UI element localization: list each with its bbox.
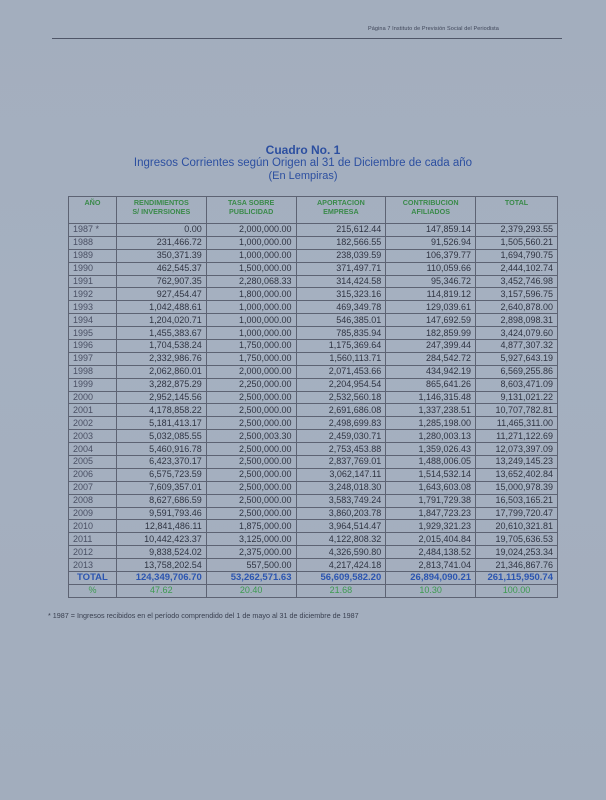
row-label-cell: 2006: [69, 468, 117, 481]
running-header: Página 7 Instituto de Previsión Social del Periodista: [368, 26, 499, 32]
value-cell-employer-contribution: 3,964,514.47: [296, 520, 386, 533]
value-cell-advertising-fee: 2,500,000.00: [206, 494, 296, 507]
value-cell-employer-contribution: 546,385.01: [296, 314, 386, 327]
row-label-cell: 2008: [69, 494, 117, 507]
row-label-cell: 2004: [69, 443, 117, 456]
value-cell-member-contribution: 1,285,198.00: [386, 417, 476, 430]
table-row: [69, 224, 558, 237]
value-cell-advertising-fee: 1,000,000.00: [206, 249, 296, 262]
row-label-cell: 2012: [69, 546, 117, 559]
row-label-cell: 2013: [69, 559, 117, 572]
value-cell-advertising-fee: 1,800,000.00: [206, 288, 296, 301]
value-cell-member-contribution: 1,359,026.43: [386, 443, 476, 456]
value-cell-member-contribution: 247,399.44: [386, 340, 476, 353]
value-cell-investment-returns: 4,178,858.22: [116, 404, 206, 417]
value-cell-investment-returns: 5,460,916.78: [116, 443, 206, 456]
value-cell-total: 2,640,878.00: [476, 301, 558, 314]
value-cell-advertising-fee: 1,500,000.00: [206, 262, 296, 275]
value-cell-employer-contribution: 238,039.59: [296, 249, 386, 262]
row-label-cell: 2009: [69, 507, 117, 520]
value-cell-investment-returns: 5,181,413.17: [116, 417, 206, 430]
value-cell-advertising-fee: 2,000,000.00: [206, 224, 296, 237]
value-cell-member-contribution: 2,484,138.52: [386, 546, 476, 559]
value-cell-total: 8,603,471.09: [476, 378, 558, 391]
value-cell-total: 3,452,746.98: [476, 275, 558, 288]
table-row: [69, 352, 558, 365]
column-header-line2: AFILIADOS: [411, 206, 451, 216]
value-cell-advertising-fee: 1,000,000.00: [206, 236, 296, 249]
table-row: [69, 236, 558, 249]
column-header-line2: EMPRESA: [323, 206, 359, 216]
value-cell-advertising-fee: 1,750,000.00: [206, 340, 296, 353]
value-cell-advertising-fee: 3,125,000.00: [206, 533, 296, 546]
value-cell-advertising-fee: 2,500,000.00: [206, 507, 296, 520]
value-cell-total: 9,131,021.22: [476, 391, 558, 404]
value-cell-advertising-fee: 1,000,000.00: [206, 314, 296, 327]
column-header-employer-contribution: [296, 197, 386, 224]
value-cell-employer-contribution: 2,071,453.66: [296, 365, 386, 378]
column-header-line2: S/ INVERSIONES: [132, 206, 191, 216]
value-cell-advertising-fee: 1,875,000.00: [206, 520, 296, 533]
column-header-total: [476, 197, 558, 224]
value-cell-employer-contribution: 3,860,203.78: [296, 507, 386, 520]
value-cell-member-contribution: 110,059.66: [386, 262, 476, 275]
value-cell-investment-returns: 2,332,986.76: [116, 352, 206, 365]
header-rule: [52, 38, 562, 39]
value-cell-investment-returns: 47.62: [116, 584, 206, 597]
value-cell-employer-contribution: 4,122,808.32: [296, 533, 386, 546]
table-row: [69, 314, 558, 327]
value-cell-investment-returns: 2,952,145.56: [116, 391, 206, 404]
value-cell-investment-returns: 1,042,488.61: [116, 301, 206, 314]
row-label-cell: 2003: [69, 430, 117, 443]
value-cell-advertising-fee: 53,262,571.63: [206, 572, 296, 585]
value-cell-investment-returns: 13,758,202.54: [116, 559, 206, 572]
row-label-cell: 2001: [69, 404, 117, 417]
column-header-line1: CONTRIBUCION: [402, 198, 459, 207]
table-row: [69, 559, 558, 572]
table-row: [69, 507, 558, 520]
row-label-cell: 1998: [69, 365, 117, 378]
row-label-cell: 2007: [69, 481, 117, 494]
value-cell-investment-returns: 927,454.47: [116, 288, 206, 301]
value-cell-member-contribution: 10.30: [386, 584, 476, 597]
value-cell-employer-contribution: 2,204,954.54: [296, 378, 386, 391]
value-cell-employer-contribution: 371,497.71: [296, 262, 386, 275]
value-cell-total: 11,465,311.00: [476, 417, 558, 430]
column-header-line1: AÑO: [84, 198, 101, 207]
row-label-cell: %: [69, 584, 117, 597]
column-header-line1: TASA SOBRE: [227, 198, 275, 207]
value-cell-total: 2,444,102.74: [476, 262, 558, 275]
row-label-cell: TOTAL: [69, 572, 117, 585]
table-subtitle-currency: (En Lempiras): [268, 170, 338, 182]
value-cell-employer-contribution: 3,583,749.24: [296, 494, 386, 507]
column-header-line2: PUBLICIDAD: [228, 206, 274, 216]
total-row: [69, 572, 558, 585]
column-header-line1: TOTAL: [504, 198, 529, 207]
row-label-cell: 1992: [69, 288, 117, 301]
value-cell-employer-contribution: 785,835.94: [296, 327, 386, 340]
value-cell-investment-returns: 5,032,085.55: [116, 430, 206, 443]
column-header-investment-returns: [116, 197, 206, 224]
value-cell-investment-returns: 231,466.72: [116, 236, 206, 249]
column-header-line1: RENDIMIENTOS: [133, 198, 189, 207]
value-cell-advertising-fee: 2,250,000.00: [206, 378, 296, 391]
row-label-cell: 1996: [69, 340, 117, 353]
value-cell-total: 19,705,636.53: [476, 533, 558, 546]
value-cell-advertising-fee: 2,500,000.00: [206, 456, 296, 469]
value-cell-investment-returns: 3,282,875.29: [116, 378, 206, 391]
value-cell-investment-returns: 8,627,686.59: [116, 494, 206, 507]
column-header-advertising-fee: [206, 197, 296, 224]
table-title: Ingresos Corrientes según Origen al 31 de Diciembre de cada año: [133, 157, 473, 169]
value-cell-advertising-fee: 2,500,000.00: [206, 481, 296, 494]
row-label-cell: 1994: [69, 314, 117, 327]
value-cell-member-contribution: 26,894,090.21: [386, 572, 476, 585]
row-label-cell: 2005: [69, 456, 117, 469]
value-cell-member-contribution: 129,039.61: [386, 301, 476, 314]
value-cell-employer-contribution: 2,837,769.01: [296, 456, 386, 469]
value-cell-total: 13,249,145.23: [476, 456, 558, 469]
value-cell-employer-contribution: 2,498,699.83: [296, 417, 386, 430]
row-label-cell: 2011: [69, 533, 117, 546]
value-cell-total: 1,505,560.21: [476, 236, 558, 249]
value-cell-total: 19,024,253.34: [476, 546, 558, 559]
value-cell-employer-contribution: 56,609,582.20: [296, 572, 386, 585]
value-cell-member-contribution: 284,542.72: [386, 352, 476, 365]
value-cell-employer-contribution: 1,560,113.71: [296, 352, 386, 365]
value-cell-advertising-fee: 20.40: [206, 584, 296, 597]
value-cell-member-contribution: 91,526.94: [386, 236, 476, 249]
table-row: [69, 546, 558, 559]
table-title-block: [0, 143, 606, 183]
value-cell-total: 2,379,293.55: [476, 224, 558, 237]
value-cell-member-contribution: 95,346.72: [386, 275, 476, 288]
value-cell-total: 3,424,079.60: [476, 327, 558, 340]
row-label-cell: 1988: [69, 236, 117, 249]
value-cell-employer-contribution: 21.68: [296, 584, 386, 597]
table-row: [69, 327, 558, 340]
value-cell-employer-contribution: 215,612.44: [296, 224, 386, 237]
row-label-cell: 2010: [69, 520, 117, 533]
value-cell-member-contribution: 2,015,404.84: [386, 533, 476, 546]
income-table: [68, 196, 558, 598]
value-cell-advertising-fee: 2,375,000.00: [206, 546, 296, 559]
value-cell-member-contribution: 865,641.26: [386, 378, 476, 391]
value-cell-total: 6,569,255.86: [476, 365, 558, 378]
value-cell-investment-returns: 462,545.37: [116, 262, 206, 275]
value-cell-employer-contribution: 2,691,686.08: [296, 404, 386, 417]
value-cell-advertising-fee: 2,500,003.30: [206, 430, 296, 443]
row-label-cell: 1993: [69, 301, 117, 314]
value-cell-employer-contribution: 2,753,453.88: [296, 443, 386, 456]
row-label-cell: 1995: [69, 327, 117, 340]
value-cell-total: 1,694,790.75: [476, 249, 558, 262]
value-cell-investment-returns: 2,062,860.01: [116, 365, 206, 378]
value-cell-advertising-fee: 1,000,000.00: [206, 327, 296, 340]
table-row: [69, 275, 558, 288]
value-cell-employer-contribution: 314,424.58: [296, 275, 386, 288]
table-row: [69, 378, 558, 391]
row-label-cell: 1989: [69, 249, 117, 262]
value-cell-advertising-fee: 2,000,000.00: [206, 365, 296, 378]
row-label-cell: 1997: [69, 352, 117, 365]
value-cell-member-contribution: 1,929,321.23: [386, 520, 476, 533]
value-cell-investment-returns: 6,575,723.59: [116, 468, 206, 481]
value-cell-employer-contribution: 469,349.78: [296, 301, 386, 314]
row-label-cell: 2002: [69, 417, 117, 430]
value-cell-employer-contribution: 4,217,424.18: [296, 559, 386, 572]
value-cell-advertising-fee: 2,500,000.00: [206, 468, 296, 481]
value-cell-member-contribution: 1,337,238.51: [386, 404, 476, 417]
value-cell-investment-returns: 9,591,793.46: [116, 507, 206, 520]
value-cell-investment-returns: 124,349,706.70: [116, 572, 206, 585]
row-label-cell: 1991: [69, 275, 117, 288]
value-cell-total: 4,877,307.32: [476, 340, 558, 353]
table-row: [69, 262, 558, 275]
value-cell-advertising-fee: 2,500,000.00: [206, 443, 296, 456]
value-cell-employer-contribution: 3,248,018.30: [296, 481, 386, 494]
table-row: [69, 443, 558, 456]
value-cell-member-contribution: 182,859.99: [386, 327, 476, 340]
value-cell-investment-returns: 1,704,538.24: [116, 340, 206, 353]
value-cell-investment-returns: 6,423,370.17: [116, 456, 206, 469]
value-cell-total: 17,799,720.47: [476, 507, 558, 520]
row-label-cell: 1999: [69, 378, 117, 391]
column-header-line1: APORTACION: [316, 198, 365, 207]
row-label-cell: 2000: [69, 391, 117, 404]
footnote: * 1987 = Ingresos recibidos en el período comprendido del 1 de mayo al 31 de diciembre de 1987: [48, 611, 359, 620]
value-cell-member-contribution: 106,379.77: [386, 249, 476, 262]
value-cell-member-contribution: 1,847,723.23: [386, 507, 476, 520]
value-cell-employer-contribution: 2,459,030.71: [296, 430, 386, 443]
value-cell-member-contribution: 147,859.14: [386, 224, 476, 237]
table-row: [69, 288, 558, 301]
value-cell-advertising-fee: 1,750,000.00: [206, 352, 296, 365]
value-cell-member-contribution: 2,813,741.04: [386, 559, 476, 572]
value-cell-employer-contribution: 182,566.55: [296, 236, 386, 249]
table-row: [69, 533, 558, 546]
value-cell-member-contribution: 1,791,729.38: [386, 494, 476, 507]
value-cell-advertising-fee: 1,000,000.00: [206, 301, 296, 314]
value-cell-investment-returns: 0.00: [116, 224, 206, 237]
percent-row: [69, 584, 558, 597]
value-cell-total: 12,073,397.09: [476, 443, 558, 456]
value-cell-advertising-fee: 2,280,068.33: [206, 275, 296, 288]
value-cell-member-contribution: 1,146,315.48: [386, 391, 476, 404]
value-cell-investment-returns: 9,838,524.02: [116, 546, 206, 559]
column-header-member-contribution: [386, 197, 476, 224]
value-cell-investment-returns: 1,455,383.67: [116, 327, 206, 340]
table-row: [69, 520, 558, 533]
value-cell-total: 21,346,867.76: [476, 559, 558, 572]
value-cell-member-contribution: 1,488,006.05: [386, 456, 476, 469]
value-cell-investment-returns: 350,371.39: [116, 249, 206, 262]
value-cell-advertising-fee: 557,500.00: [206, 559, 296, 572]
table-row: [69, 391, 558, 404]
value-cell-employer-contribution: 4,326,590.80: [296, 546, 386, 559]
row-label-cell: 1987 *: [69, 224, 117, 237]
table-header-row: [69, 197, 558, 224]
value-cell-advertising-fee: 2,500,000.00: [206, 391, 296, 404]
value-cell-investment-returns: 7,609,357.01: [116, 481, 206, 494]
table-row: [69, 417, 558, 430]
value-cell-employer-contribution: 1,175,369.64: [296, 340, 386, 353]
value-cell-total: 3,157,596.75: [476, 288, 558, 301]
value-cell-member-contribution: 1,643,603.08: [386, 481, 476, 494]
table-row: [69, 481, 558, 494]
table-row: [69, 249, 558, 262]
value-cell-total: 10,707,782.81: [476, 404, 558, 417]
value-cell-advertising-fee: 2,500,000.00: [206, 417, 296, 430]
table-number: Cuadro No. 1: [265, 143, 341, 157]
table-row: [69, 340, 558, 353]
table-row: [69, 494, 558, 507]
table-body: [69, 224, 558, 598]
value-cell-total: 261,115,950.74: [476, 572, 558, 585]
value-cell-total: 20,610,321.81: [476, 520, 558, 533]
value-cell-total: 15,000,978.39: [476, 481, 558, 494]
table-row: [69, 430, 558, 443]
value-cell-total: 16,503,165.21: [476, 494, 558, 507]
value-cell-employer-contribution: 3,062,147.11: [296, 468, 386, 481]
value-cell-total: 5,927,643.19: [476, 352, 558, 365]
table-row: [69, 301, 558, 314]
value-cell-total: 100.00: [476, 584, 558, 597]
table-row: [69, 404, 558, 417]
value-cell-employer-contribution: 2,532,560.18: [296, 391, 386, 404]
value-cell-total: 2,898,098.31: [476, 314, 558, 327]
value-cell-total: 11,271,122.69: [476, 430, 558, 443]
value-cell-investment-returns: 762,907.35: [116, 275, 206, 288]
value-cell-member-contribution: 147,692.59: [386, 314, 476, 327]
table-row: [69, 456, 558, 469]
table-row: [69, 365, 558, 378]
row-label-cell: 1990: [69, 262, 117, 275]
value-cell-member-contribution: 1,514,532.14: [386, 468, 476, 481]
table-row: [69, 468, 558, 481]
value-cell-member-contribution: 114,819.12: [386, 288, 476, 301]
value-cell-total: 13,652,402.84: [476, 468, 558, 481]
value-cell-investment-returns: 1,204,020.71: [116, 314, 206, 327]
value-cell-member-contribution: 1,280,003.13: [386, 430, 476, 443]
value-cell-member-contribution: 434,942.19: [386, 365, 476, 378]
value-cell-investment-returns: 10,442,423.37: [116, 533, 206, 546]
value-cell-advertising-fee: 2,500,000.00: [206, 404, 296, 417]
value-cell-investment-returns: 12,841,486.11: [116, 520, 206, 533]
value-cell-employer-contribution: 315,323.16: [296, 288, 386, 301]
column-header-year: [69, 197, 117, 224]
